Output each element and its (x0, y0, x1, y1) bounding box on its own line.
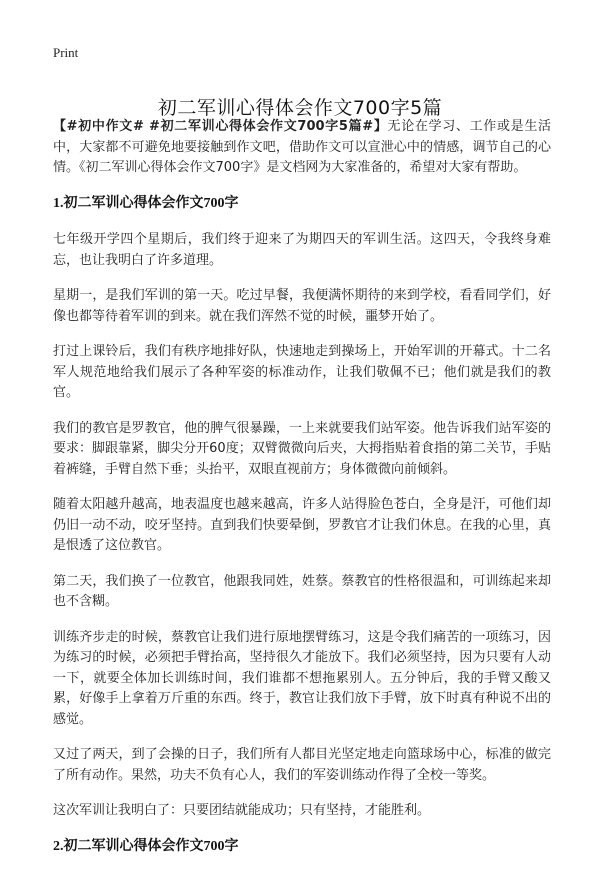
paragraph: 我们的教官是罗教官，他的脾气很暴躁，一上来就要我们站军姿。他告诉我们站军姿的要求：脚跟靠紧，脚尖分开60度；双臂微微向后夹，大拇指贴着食指的第二关节，手贴着裤缝，手臂自然下垂；头抬平，双眼直视前方；身体微微向前倾斜。 (53, 420, 551, 477)
section-heading: 2.初二军训心得体会作文700字 (53, 838, 239, 854)
intro-paragraph (53, 117, 551, 179)
article-body (53, 117, 551, 873)
intro-text: 无论在学习、工作或是生活中，大家都不可避免地要接触到作文吧，借助作文可以宣泄心中的情感，调节自己的心情。《初二军训心得体会作文700字》是文档网为大家准备的，希望对大家有帮助。 (53, 119, 551, 175)
paragraph: 又过了两天，到了会操的日子，我们所有人都目光坚定地走向篮球场中心，标准的做完了所有动作。果然，功夫不负有心人，我们的军姿训练动作得了全校一等奖。 (53, 747, 551, 783)
paragraph: 星期一，是我们军训的第一天。吃过早餐，我便满怀期待的来到学校，看看同学们，好像也都等待着军训的到来。就在我们浑然不觉的时候，噩梦开始了。 (53, 288, 551, 324)
print-link[interactable]: Print (53, 45, 79, 60)
paragraph: 训练齐步走的时候，蔡教官让我们进行原地摆臂练习，这是令我们痛苦的一项练习，因为练习的时候，必须把手臂抬高，坚持很久才能放下。我们必须坚持，因为只要有人动一下，就要全体加长训练时间，我们谁都不想拖累别人。五分钟后，我的手臂又酸又累，好像手上拿着万斤重的东西。终于，教官让我们放下手臂，放下时真有种说不出的感觉。 (53, 629, 551, 727)
paragraph: 第二天，我们换了一位教官，他跟我同姓，姓蔡。蔡教官的性格很温和，可训练起来却也不含糊。 (53, 573, 551, 609)
paragraph: 打过上课铃后，我们有秩序地排好队，快速地走到操场上，开始军训的开幕式。十二名军人规范地给我们展示了各种军姿的标准动作，让我们敬佩不已；他们就是我们的教官。 (53, 344, 551, 400)
paragraph: 七年级开学四个星期后，我们终于迎来了为期四天的军训生活。这四天，令我终身难忘，也让我明白了许多道理。 (53, 232, 551, 268)
paragraph: 这次军训让我明白了：只要团结就能成功；只有坚持，才能胜利。 (53, 803, 431, 818)
section-heading: 1.初二军训心得体会作文700字 (53, 195, 239, 211)
section-2 (53, 837, 551, 858)
page-title: 初二军训心得体会作文700字5篇 (157, 96, 443, 119)
section-1 (53, 194, 551, 822)
intro-tags[interactable]: 【#初中作文# #初二军训心得体会作文700字5篇#】 (53, 119, 388, 134)
paragraph: 随着太阳越升越高，地表温度也越来越高，许多人站得脸色苍白，全身是汗，可他们却仍旧一动不动，咬牙坚持。直到我们快要晕倒，罗教官才让我们休息。在我的心里，真是恨透了这位教官。 (53, 497, 551, 553)
